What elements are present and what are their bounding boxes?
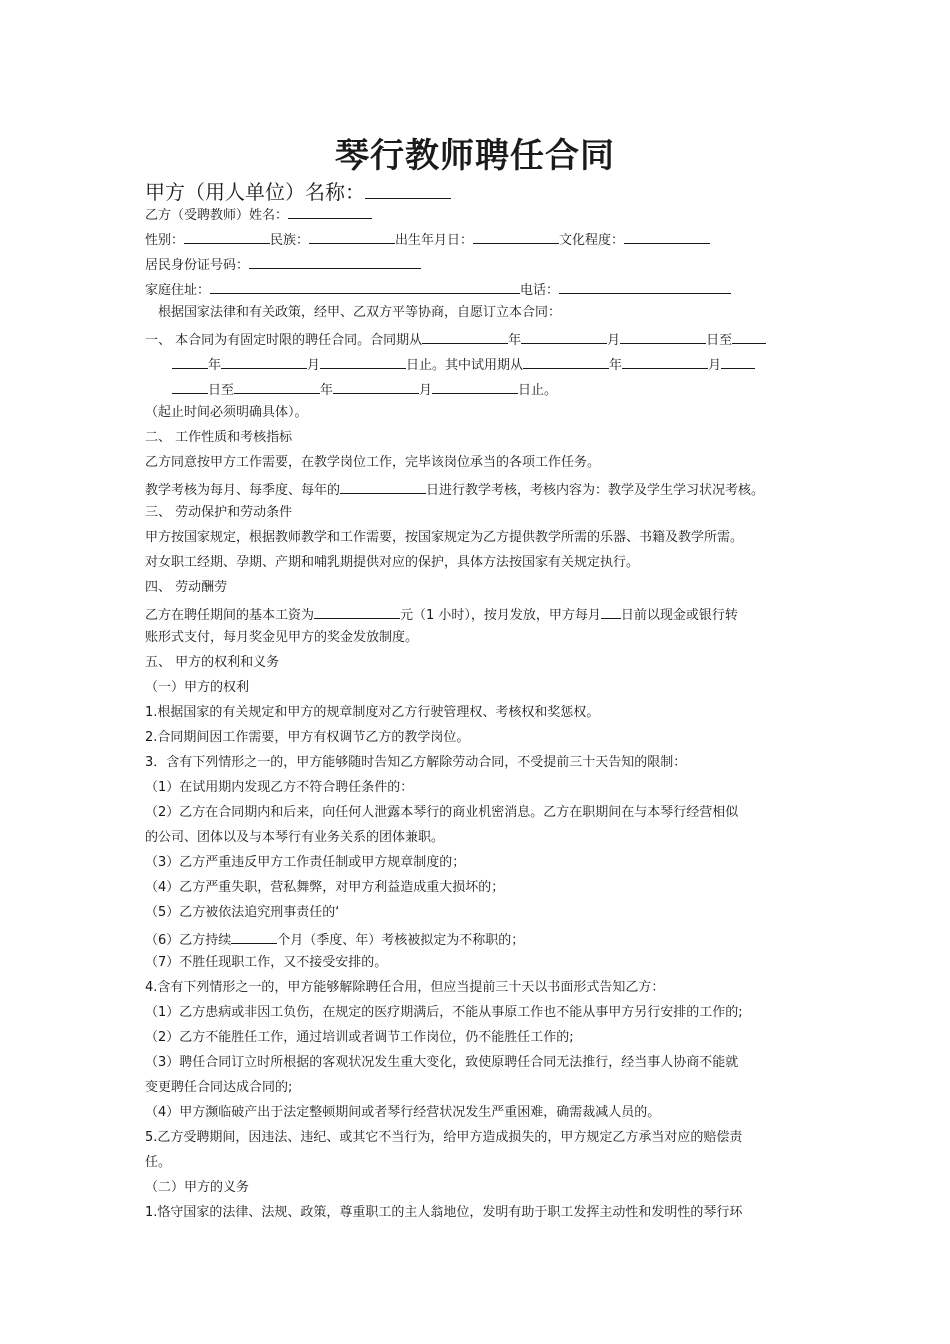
obligation-1: 1.恪守国家的法律、法规、政策，尊重职工的主人翁地位，发明有助于职工发挥主动性和发明性的琴行环 — [145, 1205, 743, 1220]
term-intro: 一、 本合同为有固定时限的聘任合同。合同期从 — [145, 333, 423, 348]
section-4-paragraph-2: 账形式支付，每月奖金见甲方的奖金发放制度。 — [145, 630, 419, 645]
day-end-label: 日止。 — [518, 383, 558, 398]
section-3-paragraph-1: 甲方按国家规定，根据教师教学和工作需要，按国家规定为乙方提供教学所需的乐器、书籍及教学所需。 — [145, 530, 744, 545]
section-4-heading: 四、 劳动酬劳 — [145, 580, 228, 595]
education-blank — [624, 229, 710, 244]
start-month-blank — [521, 329, 607, 344]
trial-end-month-blank — [333, 379, 419, 394]
right-4-item-4: （4）甲方濒临破产出于法定整顿期间或者琴行经营状况发生严重困难，确需裁减人员的。 — [145, 1105, 661, 1120]
end-year-blank-a — [732, 329, 766, 344]
day-end-label: 日止。其中试用期从 — [406, 358, 524, 373]
pay-day-blank — [601, 604, 621, 619]
right-1: 1.根据国家的有关规定和甲方的规章制度对乙方行驶管理权、考核权和奖惩权。 — [145, 705, 600, 720]
right-4-item-2: （2）乙方不能胜任工作，通过培训或者调节工作岗位，仍不能胜任工作的; — [145, 1030, 574, 1045]
salary-text-a: 乙方在聘任期间的基本工资为 — [145, 608, 315, 623]
right-4-item-1: （1）乙方患病或非因工负伤，在规定的医疗期满后，不能从事原工作也不能从事甲方另行安排的工作的; — [145, 1005, 743, 1020]
gender-label: 性别： — [145, 233, 185, 248]
item-6-text-b: 个月（季度、年）考核被拟定为不称职的； — [277, 933, 525, 948]
trial-end-day-blank — [432, 379, 518, 394]
year-label: 年 — [320, 383, 334, 398]
section-4-paragraph-1 — [145, 604, 738, 625]
right-3-item-2b: 的公司、团体以及与本琴行有业务关系的团体兼职。 — [145, 830, 445, 845]
right-3: 3．含有下列情形之一的，甲方能够随时告知乙方解除劳动合同，不受提前三十天告知的限制： — [145, 755, 687, 770]
months-blank — [231, 929, 277, 944]
start-year-blank — [422, 329, 508, 344]
section-2-paragraph-1: 乙方同意按甲方工作需要，在教学岗位工作，完毕该岗位承当的各项工作任务。 — [145, 455, 601, 470]
end-day-blank — [320, 354, 406, 369]
education-label: 文化程度： — [559, 233, 625, 248]
address-line — [145, 279, 731, 300]
right-5a: 5.乙方受聘期间，因违法、违纪、或其它不当行为，给甲方造成损失的，甲方规定乙方承当对应的赔偿责 — [145, 1130, 743, 1145]
item-6-text-a: （6）乙方持续 — [145, 933, 232, 948]
right-5b: 任。 — [145, 1155, 172, 1170]
birth-label: 出生年月日： — [395, 233, 474, 248]
address-blank — [210, 279, 520, 294]
party-b-name-label: 乙方（受聘教师）姓名： — [145, 208, 289, 223]
year-label: 年 — [208, 358, 222, 373]
party-a-label: 甲方（用人单位）名称： — [145, 180, 365, 204]
section-3-heading: 三、 劳动保护和劳动条件 — [145, 505, 293, 520]
party-a-line — [145, 176, 451, 205]
month-label: 月 — [307, 358, 321, 373]
end-month-blank — [221, 354, 307, 369]
gender-blank — [184, 229, 270, 244]
salary-text-c: 日前以现金或银行转 — [620, 608, 738, 623]
end-year-blank-b — [172, 354, 208, 369]
right-3-item-7: （7）不胜任现职工作，又不接受安排的。 — [145, 955, 388, 970]
term-line-2 — [172, 354, 755, 375]
start-day-blank — [620, 329, 706, 344]
party-b-name-blank — [288, 204, 372, 219]
salary-text-b: 元（1 小时），按月发放，甲方每月 — [400, 608, 601, 623]
id-blank — [249, 254, 421, 269]
right-3-item-3: （3）乙方严重违反甲方工作责任制或甲方规章制度的； — [145, 855, 466, 870]
phone-label: 电话： — [520, 283, 560, 298]
id-label: 居民身份证号码： — [145, 258, 250, 273]
section-5-subheading-obligations: （二）甲方的义务 — [145, 1180, 250, 1195]
year-label: 年 — [508, 333, 522, 348]
assessment-text-b: 日进行教学考核，考核内容为：教学及学生学习状况考核。 — [426, 483, 765, 498]
year-label: 年 — [609, 358, 623, 373]
section-3-paragraph-2: 对女职工经期、孕期、产期和哺乳期提供对应的保护，具体方法按国家有关规定执行。 — [145, 555, 640, 570]
ethnic-blank — [309, 229, 395, 244]
section-2-paragraph-2 — [145, 479, 764, 500]
right-3-item-2a: （2）乙方在合同期内和后来，向任何人泄露本琴行的商业机密消息。乙方在职期间在与本琴行经营相似 — [145, 805, 739, 820]
right-4: 4.含有下列情形之一的，甲方能够解除聘任合用，但应当提前三十天以书面形式告知乙方： — [145, 980, 665, 995]
address-label: 家庭住址： — [145, 283, 211, 298]
right-3-item-5: （5）乙方被依法追究刑事责任的‘ — [145, 905, 340, 920]
term-line-1 — [145, 329, 766, 350]
trial-start-month-blank — [622, 354, 708, 369]
right-4-item-3a: （3）聘任合同订立时所根据的客观状况发生重大变化，致使原聘任合同无法推行，经当事人协商不能就 — [145, 1055, 739, 1070]
trial-start-year-blank — [523, 354, 609, 369]
term-line-3 — [172, 379, 557, 400]
right-3-item-1: （1）在试用期内发现乙方不符合聘任条件的： — [145, 780, 414, 795]
ethnic-label: 民族： — [270, 233, 310, 248]
assessment-text-a: 教学考核为每月、每季度、每年的 — [145, 483, 341, 498]
month-label: 月 — [607, 333, 621, 348]
salary-blank — [314, 604, 400, 619]
day-to-label: 日至 — [706, 333, 733, 348]
assessment-day-blank — [340, 479, 426, 494]
party-b-name-line — [145, 204, 372, 225]
section-5-subheading-rights: （一）甲方的权利 — [145, 680, 250, 695]
right-3-item-4: （4）乙方严重失职，营私舞弊，对甲方利益造成重大损坏的； — [145, 880, 505, 895]
party-a-name-blank — [365, 180, 451, 199]
trial-start-day-blank-b — [172, 379, 208, 394]
right-3-item-6 — [145, 929, 524, 950]
day-to-label: 日至 — [208, 383, 235, 398]
trial-end-year-blank — [234, 379, 320, 394]
party-b-info-line — [145, 229, 710, 250]
preamble: 根据国家法律和有关政策，经甲、乙双方平等协商，自愿订立本合同： — [158, 305, 562, 320]
term-note: （起止时间必须明确具体）。 — [145, 405, 308, 420]
section-5-heading: 五、 甲方的权利和义务 — [145, 655, 280, 670]
right-2: 2.合同期间因工作需要，甲方有权调节乙方的教学岗位。 — [145, 730, 470, 745]
phone-blank — [559, 279, 731, 294]
right-4-item-3b: 变更聘任合同达成合同的; — [145, 1080, 293, 1095]
id-line — [145, 254, 421, 275]
trial-start-day-blank-a — [721, 354, 755, 369]
month-label: 月 — [708, 358, 722, 373]
month-label: 月 — [419, 383, 433, 398]
document-title: 琴行教师聘任合同 — [335, 136, 615, 176]
birth-blank — [473, 229, 559, 244]
section-2-heading: 二、 工作性质和考核指标 — [145, 430, 293, 445]
